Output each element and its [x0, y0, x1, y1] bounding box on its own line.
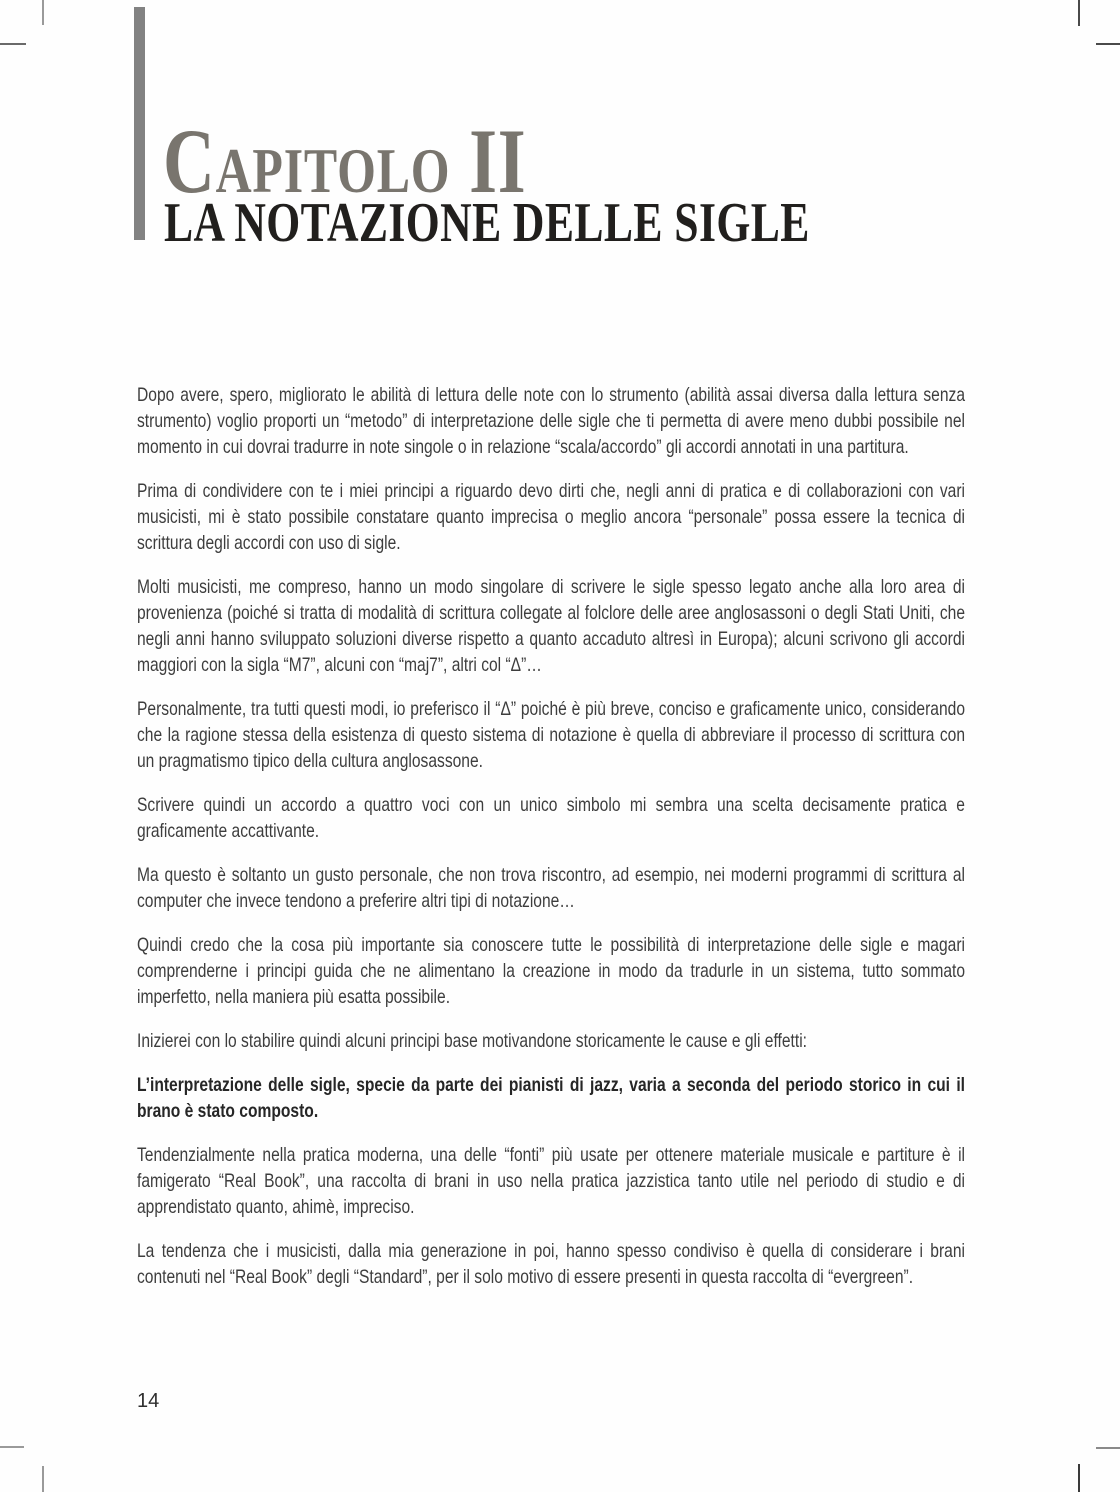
paragraph: Dopo avere, spero, migliorato le abilità di lettura delle note con lo strumento (abilità assai diversa dalla lettura senza strumento) voglio proporti un “metodo” di interpretazione delle sigle che ti permetta di avere meno dubbi possibile nel momento in cui dovrai tradurre in note singole o in relazione “scala/accordo” gli accordi annotati in una partitura. [137, 384, 965, 458]
crop-mark-bottom-right-horizontal [1096, 1447, 1120, 1449]
chapter-label: Capitolo II [163, 110, 527, 212]
paragraph: Tendenzialmente nella pratica moderna, una delle “fonti” più usate per ottenere materiale musicale e partiture è il famigerato “Real Book”, una raccolta di brani in uso nella pratica jazzistica tanto utile nel periodo di studio e di apprendistato quanto, ahimè, impreciso. [137, 1144, 965, 1218]
crop-mark-top-left-horizontal [0, 43, 26, 45]
body-text [137, 382, 965, 1290]
crop-mark-top-left-vertical [42, 0, 44, 25]
paragraph: Scrivere quindi un accordo a quattro voci con un unico simbolo mi sembra una scelta decisamente pratica e graficamente accattivante. [137, 794, 965, 842]
paragraph: Prima di condividere con te i miei principi a riguardo devo dirti che, negli anni di pratica e di collaborazioni con vari musicisti, mi è stato possibile constatare quanto imprecisa o meglio ancora “personale” possa essere la tecnica di scrittura degli accordi con uso di sigle. [137, 480, 965, 554]
chapter-title: LA NOTAZIONE DELLE SIGLE [164, 192, 810, 254]
paragraph: Personalmente, tra tutti questi modi, io preferisco il “Δ” poiché è più breve, conciso e graficamente unico, considerando che la ragione stessa della esistenza di questo sistema di notazione è quella di abbreviare il processo di scrittura con un pragmatismo tipico della cultura anglosassone. [137, 698, 965, 772]
crop-mark-bottom-left-horizontal [0, 1446, 24, 1448]
page-number: 14 [137, 1390, 160, 1412]
crop-mark-top-right-horizontal [1096, 43, 1120, 45]
chapter-accent-bar [134, 7, 145, 240]
paragraph: Quindi credo che la cosa più importante sia conoscere tutte le possibilità di interpretazione delle sigle e magari comprenderne i principi guida che ne alimentano la creazione in modo da tradurle in un sistema, tutto sommato imperfetto, nella maniera più esatta possibile. [137, 934, 965, 1008]
crop-mark-bottom-right-vertical [1078, 1464, 1080, 1492]
crop-mark-bottom-left-vertical [42, 1466, 44, 1492]
paragraph: Ma questo è soltanto un gusto personale, che non trova riscontro, ad esempio, nei moderni programmi di scrittura al computer che invece tendono a preferire altri tipi di notazione… [137, 864, 965, 912]
crop-mark-top-right-vertical [1078, 0, 1080, 26]
paragraph: La tendenza che i musicisti, dalla mia generazione in poi, hanno spesso condiviso è quella di considerare i brani contenuti nel “Real Book” degli “Standard”, per il solo motivo di essere presenti in questa raccolta di “evergreen”. [137, 1240, 965, 1288]
paragraph-bold: L’interpretazione delle sigle, specie da parte dei pianisti di jazz, varia a seconda del periodo storico in cui il brano è stato composto. [137, 1074, 965, 1122]
paragraph: Molti musicisti, me compreso, hanno un modo singolare di scrivere le sigle spesso legato anche alla loro area di provenienza (poiché si tratta di modalità di scrittura collegate al folclore delle aree anglosassoni o degli Stati Uniti, che negli anni hanno sviluppato soluzioni diverse rispetto a quanto accaduto altresì in Europa); alcuni scrivono gli accordi maggiori con la sigla “M7”, alcuni con “maj7”, altri col “Δ”… [137, 576, 965, 676]
paragraph: Inizierei con lo stabilire quindi alcuni principi base motivandone storicamente le cause e gli effetti: [137, 1030, 808, 1052]
